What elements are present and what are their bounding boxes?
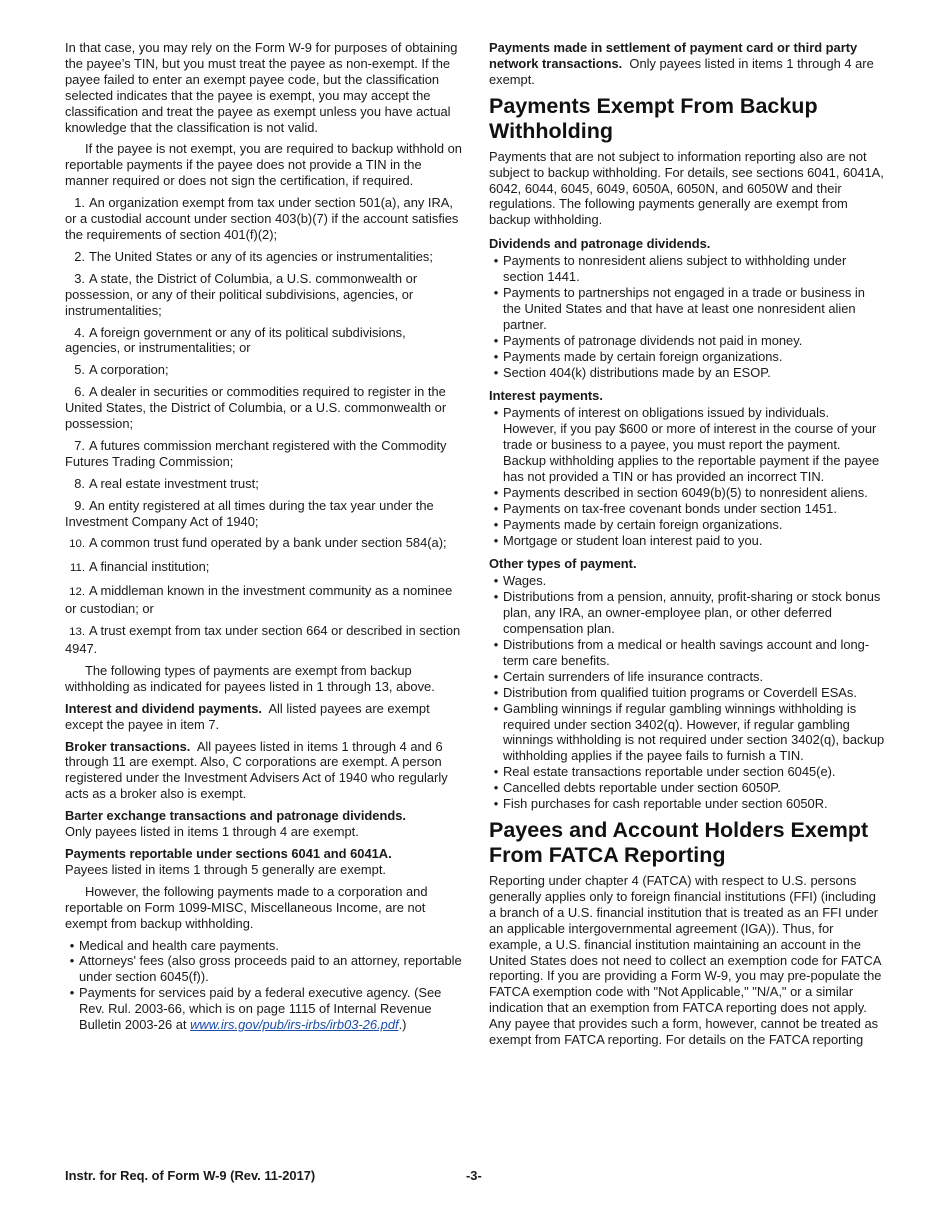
paragraph: Payments that are not subject to information reporting also are not subject to backup withholding. For details, see sections 6041, 6041A, 6042, 6044, 6045, 6049, 6050A, 6050N, and 6050W and their regulations. The following payments generally are exempt from backup withholding.: [489, 148, 884, 228]
list-item: 10. A common trust fund operated by a bank under section 584(a);: [69, 535, 447, 551]
list-item: • Payments of patronage dividends not paid in money.: [493, 332, 803, 348]
list-item: • Payments for services paid by a federal executive agency. (See Rev. Rul. 2003-66, which is on page 1115 of Internal Revenue Bulletin 2003-26 at www.irs.gov/pub/irs-irbs/irb03-26.pdf.): [69, 985, 442, 1033]
page-number: -3-: [466, 1168, 482, 1183]
list-item: • Payments made by certain foreign organizations.: [493, 348, 783, 364]
list-item: • Distributions from a pension, annuity, profit-sharing or stock bonus plan, any IRA, an owner-employee plan, or other deferred compensation plan.: [493, 589, 881, 637]
footer-form-title: Instr. for Req. of Form W-9 (Rev. 11-2017): [65, 1168, 316, 1183]
section-heading: Payees and Account Holders Exempt From FATCA Reporting: [489, 817, 869, 867]
list-item: • Payments to nonresident aliens subject to withholding under section 1441.: [493, 253, 847, 285]
list-item: • Distributions from a medical or health savings account and long-term care benefits.: [493, 637, 870, 668]
list-item: • Payments of interest on obligations issued by individuals. However, if you pay $600 or more of interest in the course of your trade or business to a payee, you must report the payment. Backup withholding applies to the reportable payment if the payee has not provided a TIN or has provided an incorrect TIN.: [493, 405, 880, 484]
list-item: • Mortgage or student loan interest paid to you.: [493, 532, 763, 548]
card-paragraph: Payments made in settlement of payment card or third party network transactions. Only payees listed in items 1 through 4 are exempt.: [489, 40, 874, 87]
paragraph: If the payee is not exempt, you are required to backup withhold on reportable payments if the payee does not provide a TIN in the manner required or does not sign the certification, if required.: [65, 141, 462, 189]
list-item: 1. An organization exempt from tax under section 501(a), any IRA, or a custodial account under section 403(b)(7) if the account satisfies the requirements of section 401(f)(2);: [65, 195, 459, 242]
list-item: • Cancelled debts reportable under section 6050P.: [493, 780, 781, 796]
list-item: • Payments made by certain foreign organizations.: [493, 516, 783, 532]
list-item: • Real estate transactions reportable under section 6045(e).: [493, 764, 836, 780]
irb-link[interactable]: www.irs.gov/pub/irs-irbs/irb03-26.pdf: [190, 1017, 399, 1033]
list-item: 2. The United States or any of its agencies or instrumentalities;: [74, 248, 433, 264]
section-heading: Payments Exempt From Backup Withholding: [489, 93, 818, 143]
list-item: • Certain surrenders of life insurance contracts.: [493, 668, 764, 684]
list-item: • Payments to partnerships not engaged in a trade or business in the United States and that have at least one nonresident alien partner.: [493, 284, 865, 332]
list-item: • Payments described in section 6049(b)(5) to nonresident aliens.: [493, 484, 868, 500]
list-item: • Fish purchases for cash reportable under section 6050R.: [493, 796, 828, 812]
subheading: Interest payments.: [489, 388, 603, 404]
list-item: 11. A financial institution;: [70, 559, 210, 575]
list-item: 8. A real estate investment trust;: [74, 475, 259, 491]
list-item: • Distribution from qualified tuition programs or Coverdell ESAs.: [493, 684, 857, 700]
list-item: 4. A foreign government or any of its political subdivisions, agencies, or instrumentalities; or: [65, 324, 406, 356]
right-column: [489, 40, 886, 1054]
paragraph: In that case, you may rely on the Form W-9 for purposes of obtaining the payee’s TIN, but you must treat the payee as non-exempt. If the payee failed to enter an exempt payee code, but the classification selected indicates that the payee is exempt, you may accept the classification and treat the payee as exempt unless you have actual knowledge that the classification is not valid.: [65, 40, 458, 135]
list-item: 7. A futures commission merchant registered with the Commodity Futures Trading Commission;: [65, 437, 447, 469]
barter-paragraph: Barter exchange transactions and patronage dividends. Only payees listed in items 1 through 4 are exempt.: [65, 808, 406, 840]
list-item: • Section 404(k) distributions made by an ESOP.: [493, 364, 771, 380]
sec6041-paragraph: Payments reportable under sections 6041 and 6041A. Payees listed in items 1 through 5 generally are exempt.: [65, 845, 392, 877]
list-item: 5. A corporation;: [74, 362, 169, 378]
list-item: • Wages.: [493, 573, 547, 589]
list-item: 13. A trust exempt from tax under section 664 or described in section 4947.: [65, 623, 461, 656]
left-column: [65, 40, 462, 1033]
list-item: • Medical and health care payments.: [69, 937, 279, 953]
broker-paragraph: Broker transactions. All payees listed in items 1 through 4 and 6 through 11 are exempt. Also, C corporations are exempt. A person registered under the Investment Advisers Act of 1940 who regularly acts as a broker also is exempt.: [65, 738, 448, 802]
list-item: 6. A dealer in securities or commodities required to register in the United States, the District of Columbia, or a U.S. commonwealth or possession;: [65, 384, 447, 432]
paragraph: However, the following payments made to a corporation and reportable on Form 1099-MISC, Miscellaneous Income, are not exempt from backup withholding.: [65, 883, 428, 931]
list-item: 3. A state, the District of Columbia, a U.S. commonwealth or possession, or any of their political subdivisions, agencies, or instrumentalities;: [65, 270, 418, 318]
paragraph: The following types of payments are exempt from backup withholding as indicated for payees listed in 1 through 13, above.: [65, 662, 435, 694]
subheading: Dividends and patronage dividends.: [489, 236, 711, 252]
list-item: • Payments on tax-free covenant bonds under section 1451.: [493, 500, 837, 516]
list-item: 12. A middleman known in the investment community as a nominee or custodian; or: [65, 583, 453, 617]
list-item: • Gambling winnings if regular gambling winnings withholding is required under section 3402(q). However, if regular gambling winnings withholding is not required under section 3402(q), backup withholding applies if the payee fails to furnish a TIN.: [493, 700, 885, 764]
paragraph: Reporting under chapter 4 (FATCA) with respect to U.S. persons generally applies only to foreign financial institutions (FFI) (including a branch of a U.S. financial institution that is treated as an FFI under an applicable intergovernmental agreement (IGA)). Thus, for example, a U.S. financial institution maintaining an account in the United States does not need to collect an exemption code for FATCA reporting. If you are providing a Form W-9, you may pre-populate the FATCA exemption code with "Not Applicable," "N/A," or a similar indication that an exemption from FATCA reporting does not apply. Any payee that provides such a form, however, cannot be treated as exempt from FATCA reporting. For details on the FATCA reporting: [489, 872, 882, 1048]
list-item: • Attorneys' fees (also gross proceeds paid to an attorney, reportable under section 6045(f)).: [69, 953, 462, 985]
list-item: 9. An entity registered at all times during the tax year under the Investment Company Act of 1940;: [65, 497, 434, 529]
interest-dividend-paragraph: Interest and dividend payments. All listed payees are exempt except the payee in item 7.: [65, 700, 430, 732]
subheading: Other types of payment.: [489, 556, 637, 572]
